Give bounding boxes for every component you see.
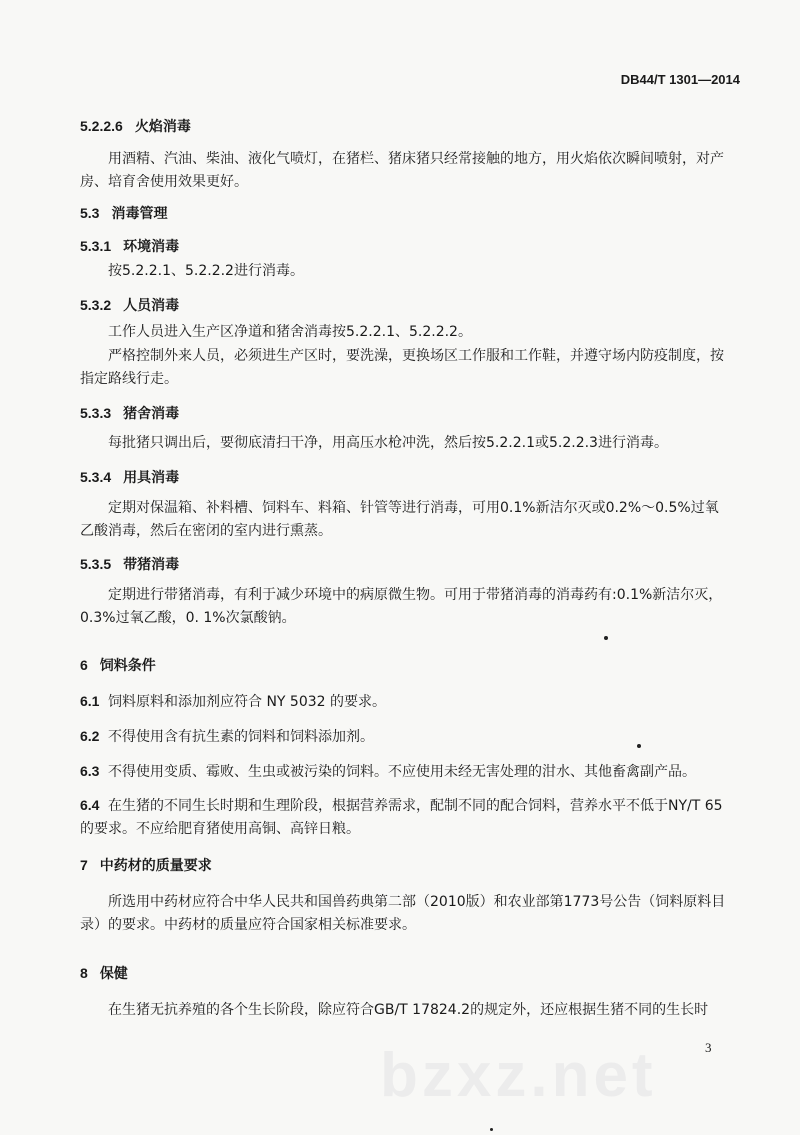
clause-number: 6.1 [80,693,100,709]
section-heading-5-3-1 [80,236,179,256]
section-title: 环境消毒 [123,239,180,255]
paragraph-flame-disinfection: 用酒精、汽油、柴油、液化气喷灯，在猪栏、猪床猪只经常接触的地方，用火焰依次瞬间喷射，对产房、培育舍使用效果更好。 [80,151,724,190]
scan-speck [490,1128,493,1131]
document-code: DB44/T 1301—2014 [620,72,740,87]
section-number: 5.3 [80,205,100,221]
section-heading-5-3-2 [80,295,179,315]
section-number: 5.3.1 [80,238,112,254]
section-heading-5-3-3 [80,403,179,423]
section-title: 猪舍消毒 [123,406,180,422]
paragraph-herbal-quality: 所选用中药材应符合中华人民共和国兽药典第二部（2010版）和农业部第1773号公告（饲料原料目录）的要求。中药材的质量应符合国家相关标准要求。 [80,894,726,933]
clause-number: 6.2 [80,728,100,744]
site-watermark: bzxz.net [380,1041,657,1110]
clause-6-3 [80,760,730,784]
scan-speck [604,636,608,640]
paragraph-staff-disinfection: 工作人员进入生产区净道和猪舍消毒按5.2.2.1、5.2.2.2。 [108,324,472,340]
clause-number: 6.3 [80,763,100,779]
section-heading-5-3-5 [80,554,179,574]
paragraph-visitor-control: 严格控制外来人员，必须进生产区时，要洗澡，更换场区工作服和工作鞋，并遵守场内防疫制度，按指定路线行走。 [80,348,724,387]
section-title: 中药材的质量要求 [99,858,212,874]
section-title: 用具消毒 [123,470,180,486]
paragraph-pig-disinfection: 定期进行带猪消毒，有利于减少环境中的病原微生物。可用于带猪消毒的消毒药有:0.1%新洁尔灭，0.3%过氧乙酸，0. 1%次氯酸钠。 [80,587,723,626]
section-number: 5.3.3 [80,405,112,421]
clause-6-4 [80,794,730,841]
section-heading-5-3 [80,203,167,223]
section-title: 保健 [99,966,128,982]
section-number: 6 [80,657,88,673]
section-number: 5.3.2 [80,297,112,313]
section-title: 带猪消毒 [123,557,180,573]
section-title: 饲料条件 [99,658,156,674]
section-number: 8 [80,965,88,981]
clause-text: 不得使用变质、霉败、生虫或被污染的饲料。不应使用未经无害处理的泔水、其他畜禽副产品。 [108,764,696,780]
section-heading-8 [80,963,128,983]
paragraph-environment-disinfection: 按5.2.2.1、5.2.2.2进行消毒。 [108,263,304,279]
clause-text: 在生猪的不同生长时期和生理阶段，根据营养需求，配制不同的配合饲料，营养水平不低于NY/T 65的要求。不应给肥育猪使用高铜、高锌日粮。 [80,798,723,837]
scan-speck [637,744,641,748]
section-title: 人员消毒 [123,298,180,314]
section-number: 5.3.5 [80,556,112,572]
clause-6-1 [80,690,730,714]
section-number: 5.3.4 [80,469,112,485]
section-number: 5.2.2.6 [80,118,123,134]
section-heading-5-3-4 [80,467,179,487]
paragraph-health-care: 在生猪无抗养殖的各个生长阶段，除应符合GB/T 17824.2的规定外，还应根据生猪不同的生长时 [108,1002,709,1018]
clause-6-2 [80,725,730,749]
paragraph-tool-disinfection: 定期对保温箱、补料槽、饲料车、料箱、针管等进行消毒，可用0.1%新洁尔灭或0.2%～0.5%过氧乙酸消毒，然后在密闭的室内进行熏蒸。 [80,500,719,539]
paragraph-pigsty-disinfection: 每批猪只调出后，要彻底清扫干净，用高压水枪冲洗，然后按5.2.2.1或5.2.2.3进行消毒。 [108,435,668,451]
section-heading-7 [80,855,212,875]
section-title: 火焰消毒 [134,119,191,135]
section-number: 7 [80,857,88,873]
section-heading-6 [80,655,156,675]
clause-text: 不得使用含有抗生素的饲料和饲料添加剂。 [108,729,374,745]
clause-number: 6.4 [80,797,100,813]
section-title: 消毒管理 [111,206,168,222]
section-heading-5-2-2-6 [80,116,191,136]
page-number: 3 [705,1040,712,1055]
clause-text: 饲料原料和添加剂应符合 NY 5032 的要求。 [108,694,387,710]
